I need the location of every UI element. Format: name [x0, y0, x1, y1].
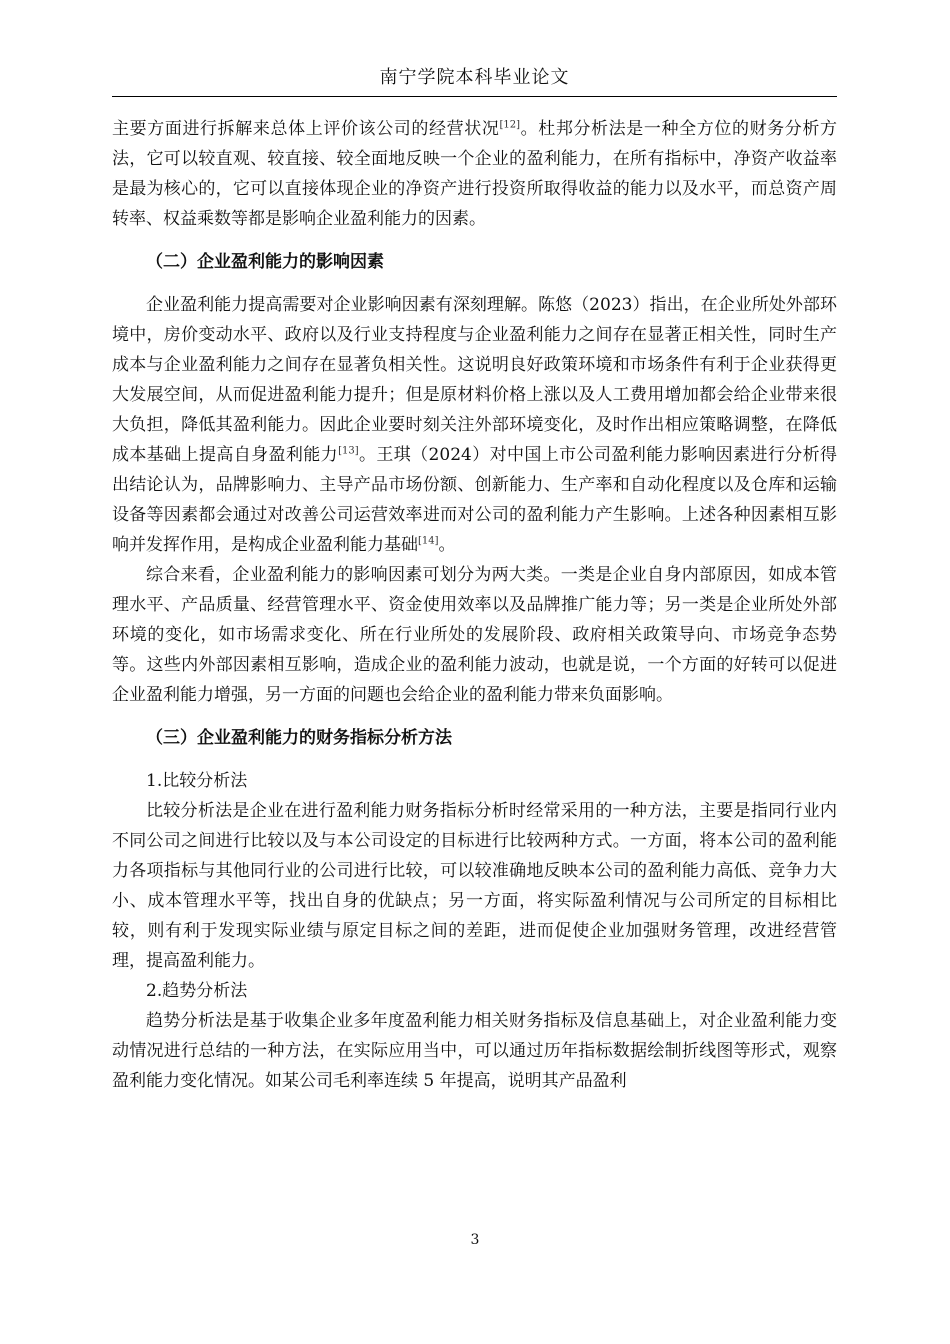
running-header: 南宁学院本科毕业论文	[379, 67, 570, 88]
citation-ref: [12]	[499, 119, 520, 131]
subheading-comparative-analysis: 1.比较分析法	[146, 771, 248, 791]
page-body	[112, 114, 837, 1096]
paragraph-factors-summary: 综合来看，企业盈利能力的影响因素可划分为两大类。一类是企业自身内部原因，如成本管理水平、产品质量、经营管理水平、资金使用效率以及品牌推广能力等；另一类是企业所处外部环境的变化，如市场需求变化、所在行业所处的发展阶段、政府相关政策导向、市场竞争态势等。这些内外部因素相互影响，造成企业的盈利能力波动，也就是说，一个方面的好转可以促进企业盈利能力增强，另一方面的问题也会给企业的盈利能力带来负面影响。	[112, 565, 837, 705]
paragraph-factors-literature	[112, 290, 837, 560]
paragraph-text: 。王琪（2024）对中国上市公司盈利能力影响因素进行分析得出结论认为，品牌影响力、主导产品市场份额、创新能力、生产率和自动化程度以及仓库和运输设备等因素都会通过对改善公司运营效率进而对公司的盈利能力产生影响。上述各种因素相互影响并发挥作用，是构成企业盈利能力基础	[112, 445, 838, 555]
paragraph-comparative-analysis: 比较分析法是企业在进行盈利能力财务指标分析时经常采用的一种方法，主要是指同行业内不同公司之间进行比较以及与本公司设定的目标进行比较两种方式。一方面，将本公司的盈利能力各项指标与其他同行业的公司进行比较，可以较准确地反映本公司的盈利能力高低、竞争力大小、成本管理水平等，找出自身的优缺点；另一方面，将实际盈利情况与公司所定的目标相比较，则有利于发现实际业绩与原定目标之间的差距，进而促使企业加强财务管理，改进经营管理，提高盈利能力。	[112, 801, 837, 971]
subheading-trend-analysis: 2.趋势分析法	[146, 981, 248, 1001]
header-divider	[112, 96, 837, 97]
citation-ref: [14]	[418, 535, 439, 547]
citation-ref: [13]	[338, 445, 359, 457]
paragraph-trend-analysis: 趋势分析法是基于收集企业多年度盈利能力相关财务指标及信息基础上，对企业盈利能力变动情况进行总结的一种方法，在实际应用当中，可以通过历年指标数据绘制折线图等形式，观察盈利能力变化情况。如某公司毛利率连续 5 年提高，说明其产品盈利	[112, 1011, 837, 1091]
paragraph-text: 。杜邦分析法是一种全方位的财务分析方法，它可以较直观、较直接、较全面地反映一个企业的盈利能力，在所有指标中，净资产收益率是最为核心的，它可以直接体现企业的净资产进行投资所取得收益的能力以及水平，而总资产周转率、权益乘数等都是影响企业盈利能力的因素。	[112, 119, 838, 229]
paragraph-dupont	[112, 114, 837, 234]
paragraph-text: 。	[438, 535, 456, 555]
paragraph-text: 企业盈利能力提高需要对企业影响因素有深刻理解。陈悠（2023）指出，在企业所处外部环境中，房价变动水平、政府以及行业支持程度与企业盈利能力之间存在显著正相关性，同时生产成本与企业盈利能力之间存在显著负相关性。这说明良好政策环境和市场条件有利于企业获得更大发展空间，从而促进盈利能力提升；但是原材料价格上涨以及人工费用增加都会给企业带来很大负担，降低其盈利能力。因此企业要时刻关注外部环境变化，及时作出相应策略调整，在降低成本基础上提高自身盈利能力	[112, 295, 837, 465]
section-heading-analysis-methods: （三）企业盈利能力的财务指标分析方法	[146, 728, 452, 748]
section-heading-influencing-factors: （二）企业盈利能力的影响因素	[146, 252, 384, 272]
paragraph-text: 主要方面进行拆解来总体上评价该公司的经营状况	[112, 119, 500, 139]
page-number: 3	[470, 1232, 480, 1248]
